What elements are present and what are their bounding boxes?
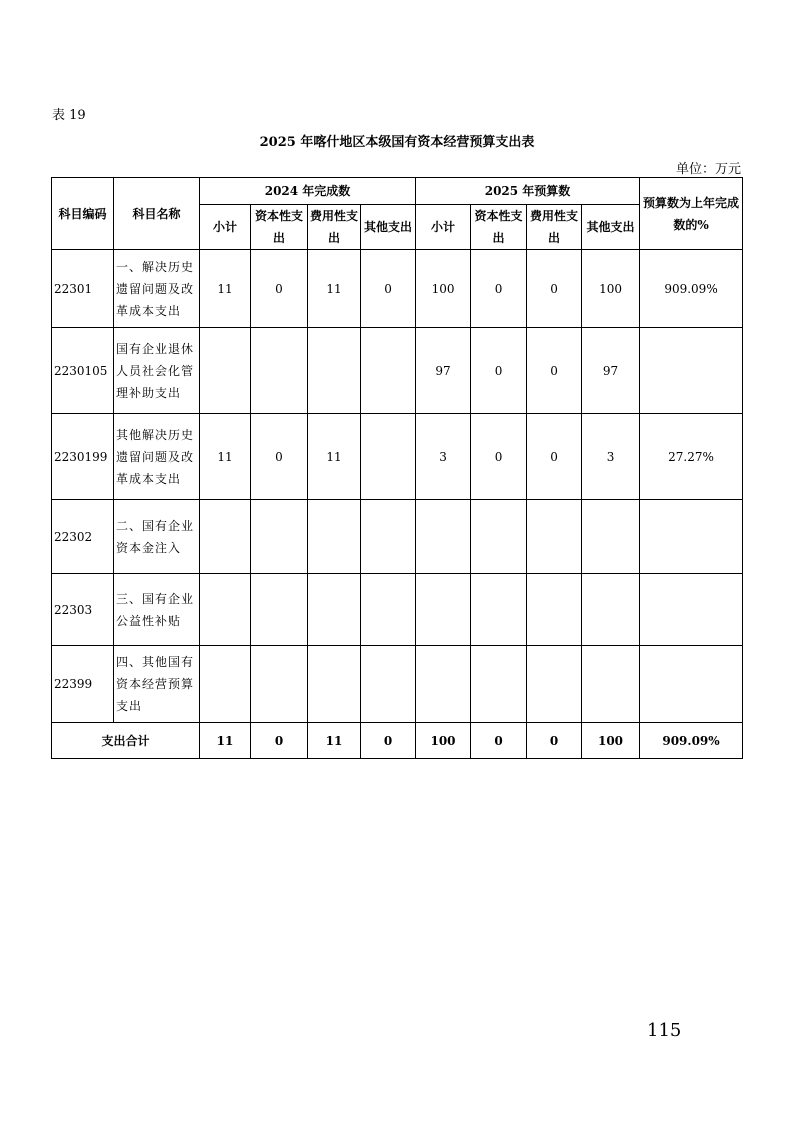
cell-2024-expense: 11 — [308, 414, 361, 500]
cell-2025-other: 3 — [582, 414, 640, 500]
table-row — [52, 328, 743, 414]
cell-ratio — [640, 646, 743, 723]
cell-2025-expense: 0 — [527, 414, 582, 500]
total-label: 支出合计 — [52, 723, 200, 759]
cell-2025-capital — [471, 500, 527, 574]
subject-name: 三、国有企业公益性补贴 — [114, 574, 200, 646]
cell-2024-subtotal — [200, 646, 251, 723]
cell-2025-capital: 0 — [471, 414, 527, 500]
unit-label: 单位：万元 — [675, 162, 741, 177]
total-2025-capital: 0 — [471, 723, 527, 759]
table-row — [52, 500, 743, 574]
subject-code: 22301 — [52, 250, 114, 328]
cell-2024-other — [361, 574, 416, 646]
cell-2024-other — [361, 646, 416, 723]
cell-ratio — [640, 500, 743, 574]
cell-2024-capital: 0 — [251, 250, 308, 328]
cell-2025-expense — [527, 500, 582, 574]
table-row — [52, 250, 743, 328]
subject-code: 22303 — [52, 574, 114, 646]
cell-2024-capital — [251, 574, 308, 646]
cell-2024-subtotal: 11 — [200, 414, 251, 500]
cell-2025-capital — [471, 646, 527, 723]
budget-table — [51, 177, 743, 759]
cell-ratio: 909.09% — [640, 250, 743, 328]
cell-2024-capital: 0 — [251, 414, 308, 500]
cell-2025-subtotal — [416, 646, 471, 723]
cell-2025-capital — [471, 574, 527, 646]
header-2024-expense: 费用性支出 — [308, 205, 361, 250]
table-number: 表 19 — [52, 108, 86, 123]
cell-2025-expense — [527, 574, 582, 646]
cell-2024-other — [361, 414, 416, 500]
subject-code: 22302 — [52, 500, 114, 574]
cell-2025-subtotal: 97 — [416, 328, 471, 414]
cell-2025-subtotal — [416, 574, 471, 646]
subject-code: 2230105 — [52, 328, 114, 414]
header-2025-group: 2025 年预算数 — [416, 178, 640, 205]
header-2024-subtotal: 小计 — [200, 205, 251, 250]
cell-2025-expense: 0 — [527, 250, 582, 328]
total-2025-other: 100 — [582, 723, 640, 759]
cell-2024-subtotal — [200, 328, 251, 414]
header-code: 科目编码 — [52, 178, 114, 250]
cell-2025-subtotal: 100 — [416, 250, 471, 328]
cell-2025-expense: 0 — [527, 328, 582, 414]
table-row — [52, 414, 743, 500]
cell-2025-other: 100 — [582, 250, 640, 328]
subject-code: 2230199 — [52, 414, 114, 500]
total-ratio: 909.09% — [640, 723, 743, 759]
header-2025-subtotal: 小计 — [416, 205, 471, 250]
page-number: 115 — [647, 1020, 682, 1041]
header-2024-group: 2024 年完成数 — [200, 178, 416, 205]
total-row — [52, 723, 743, 759]
header-2025-expense: 费用性支出 — [527, 205, 582, 250]
cell-ratio — [640, 328, 743, 414]
subject-name: 其他解决历史遗留问题及改革成本支出 — [114, 414, 200, 500]
subject-name: 一、解决历史遗留问题及改革成本支出 — [114, 250, 200, 328]
header-ratio: 预算数为上年完成数的% — [640, 178, 743, 250]
cell-2024-subtotal: 11 — [200, 250, 251, 328]
header-2024-other: 其他支出 — [361, 205, 416, 250]
cell-2025-capital: 0 — [471, 250, 527, 328]
cell-2024-subtotal — [200, 574, 251, 646]
page-title: 2025 年喀什地区本级国有资本经营预算支出表 — [259, 135, 535, 150]
cell-2024-expense — [308, 328, 361, 414]
subject-name: 国有企业退休人员社会化管理补助支出 — [114, 328, 200, 414]
header-2024-capital: 资本性支出 — [251, 205, 308, 250]
cell-2024-subtotal — [200, 500, 251, 574]
cell-2024-expense: 11 — [308, 250, 361, 328]
cell-2025-other — [582, 500, 640, 574]
subject-name: 二、国有企业资本金注入 — [114, 500, 200, 574]
cell-2025-other: 97 — [582, 328, 640, 414]
cell-2025-subtotal: 3 — [416, 414, 471, 500]
cell-2024-capital — [251, 646, 308, 723]
cell-2024-capital — [251, 328, 308, 414]
header-2025-capital: 资本性支出 — [471, 205, 527, 250]
cell-2025-expense — [527, 646, 582, 723]
cell-2024-other: 0 — [361, 250, 416, 328]
cell-2025-other — [582, 646, 640, 723]
table-row — [52, 646, 743, 723]
cell-2024-expense — [308, 500, 361, 574]
total-2024-capital: 0 — [251, 723, 308, 759]
cell-2025-subtotal — [416, 500, 471, 574]
cell-2024-expense — [308, 574, 361, 646]
header-name: 科目名称 — [114, 178, 200, 250]
total-2025-subtotal: 100 — [416, 723, 471, 759]
subject-code: 22399 — [52, 646, 114, 723]
cell-2024-other — [361, 328, 416, 414]
cell-2024-capital — [251, 500, 308, 574]
total-2024-subtotal: 11 — [200, 723, 251, 759]
total-2024-expense: 11 — [308, 723, 361, 759]
cell-2025-capital: 0 — [471, 328, 527, 414]
cell-2024-other — [361, 500, 416, 574]
total-2025-expense: 0 — [527, 723, 582, 759]
cell-ratio: 27.27% — [640, 414, 743, 500]
header-2025-other: 其他支出 — [582, 205, 640, 250]
table-row — [52, 574, 743, 646]
cell-ratio — [640, 574, 743, 646]
cell-2024-expense — [308, 646, 361, 723]
total-2024-other: 0 — [361, 723, 416, 759]
cell-2025-other — [582, 574, 640, 646]
subject-name: 四、其他国有资本经营预算支出 — [114, 646, 200, 723]
